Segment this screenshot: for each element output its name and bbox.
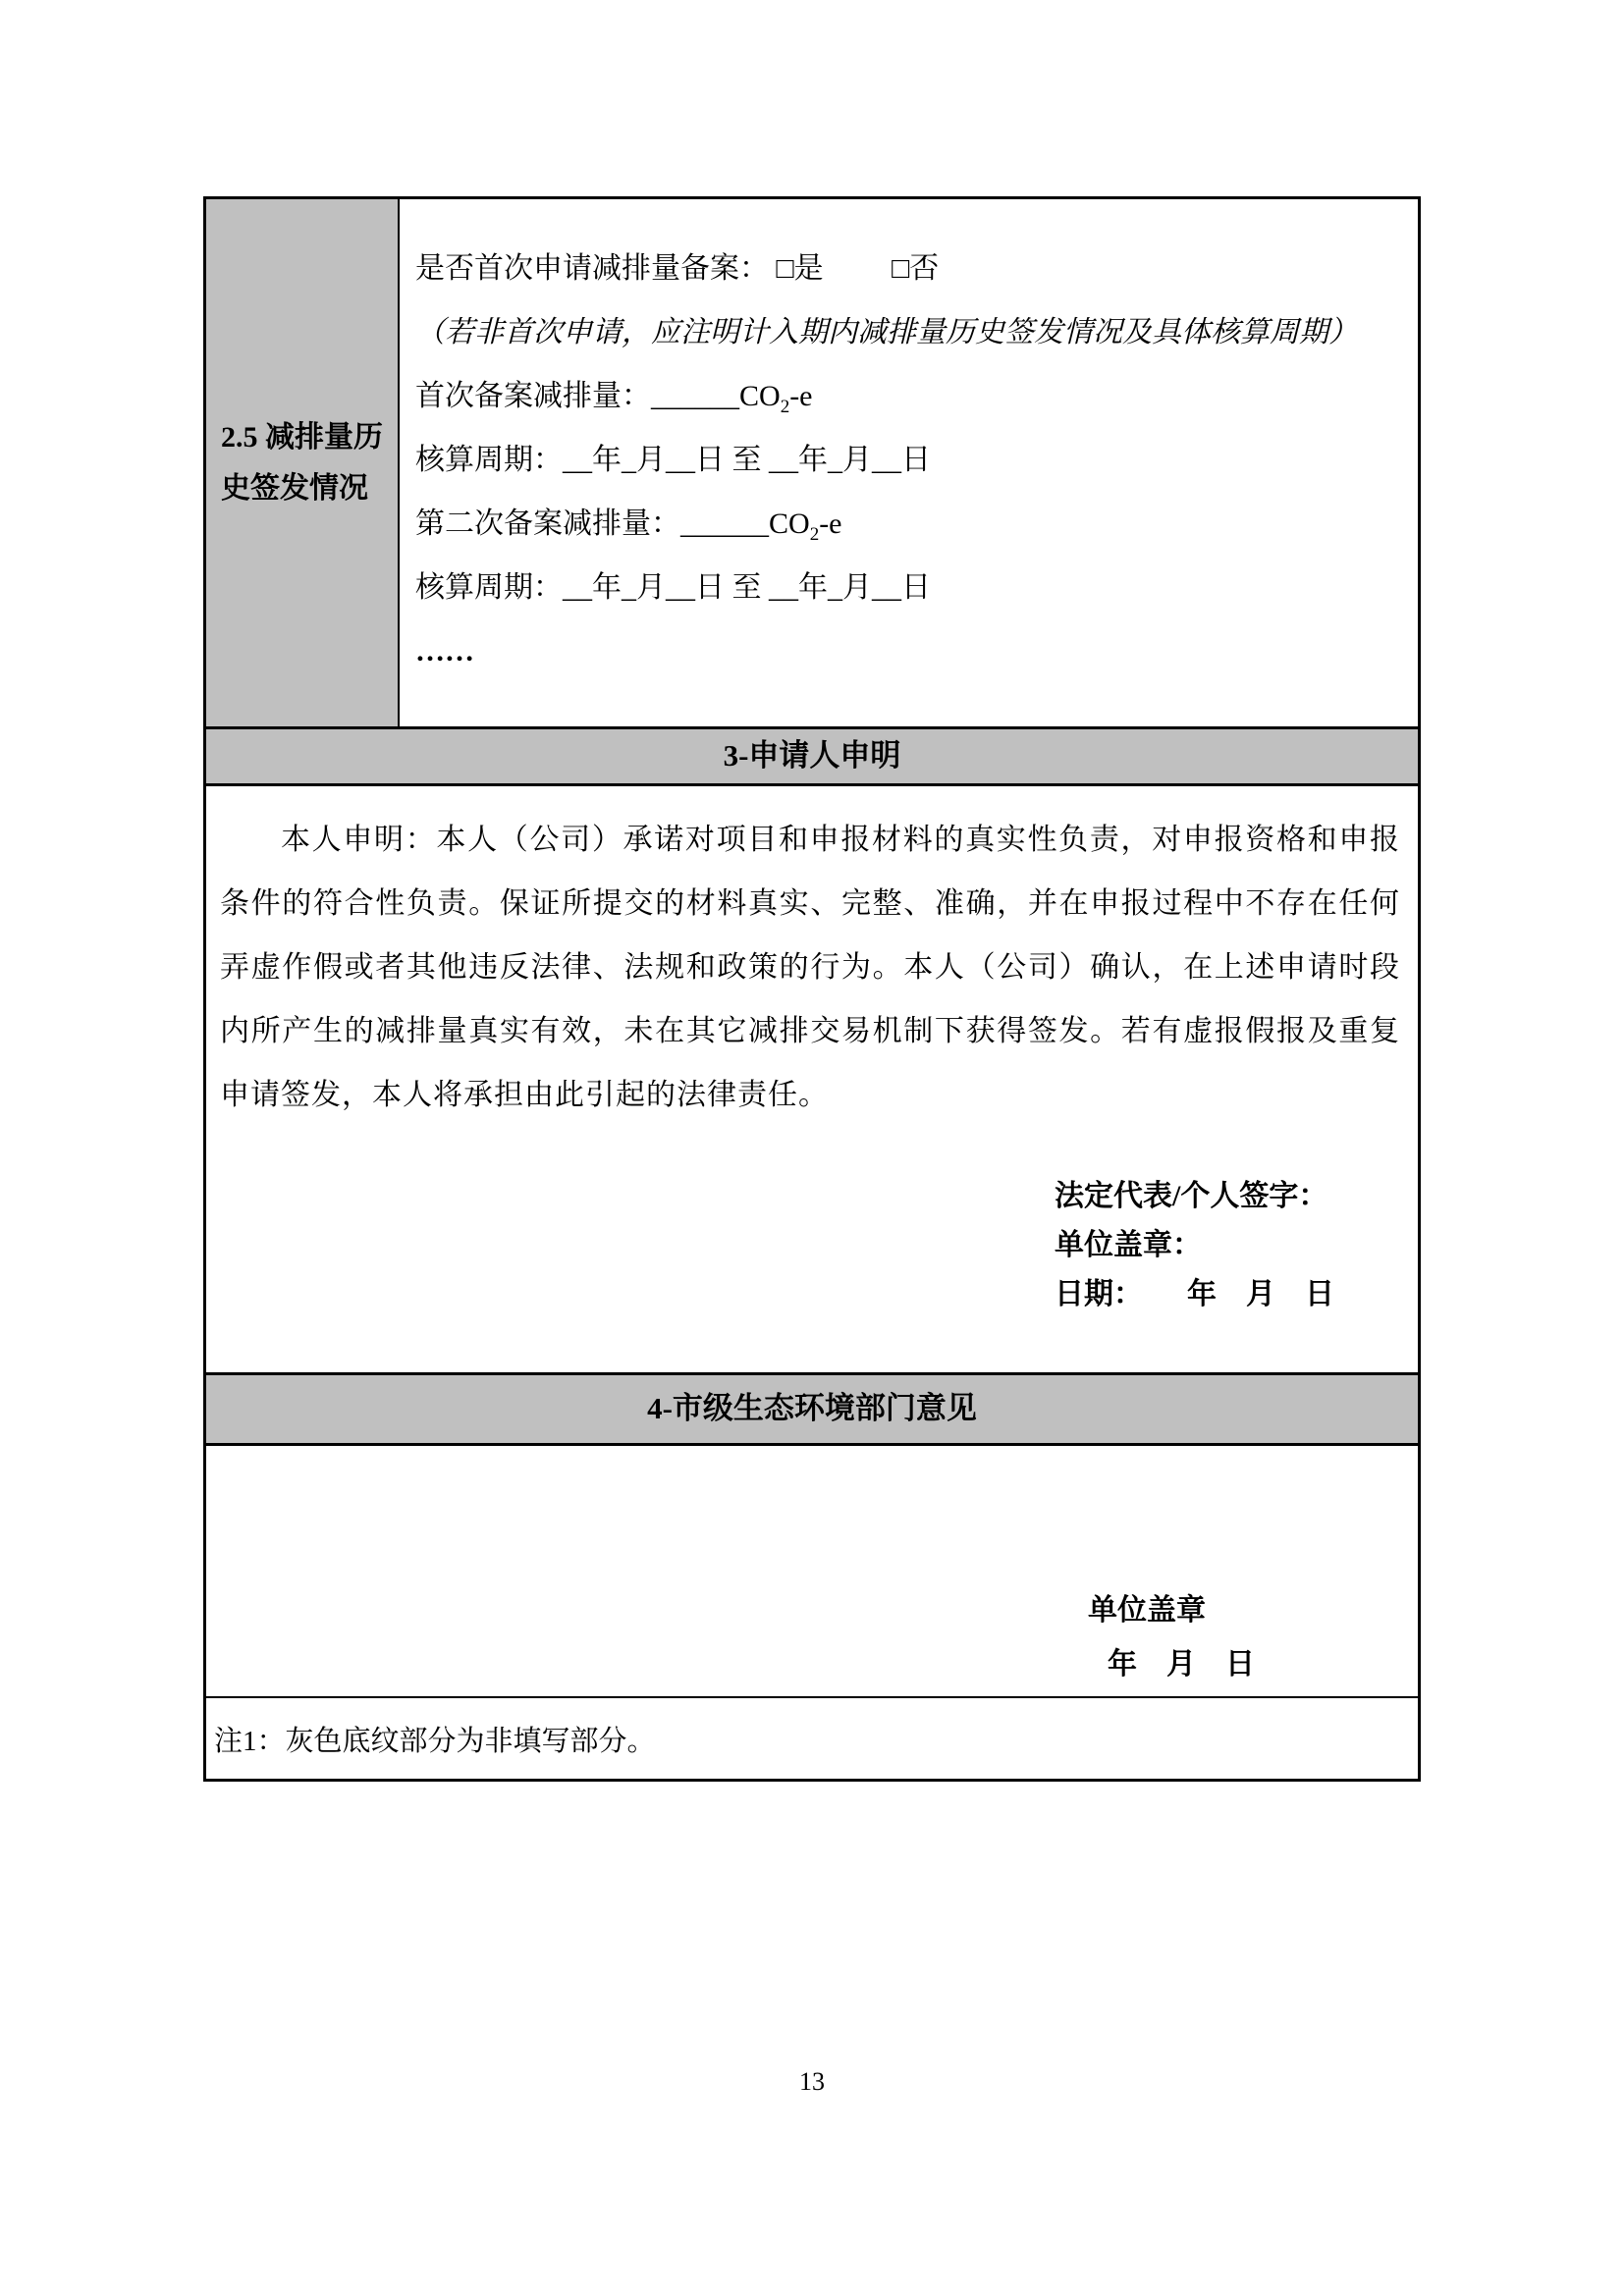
checkbox-no-label: 否	[909, 252, 940, 285]
co2e-subscript: 2	[780, 397, 790, 417]
section-2-5-content	[400, 199, 1418, 726]
section-2-5-label: 2.5 减排量历史签发情况	[206, 199, 400, 726]
signature-block	[1055, 1172, 1400, 1319]
note-row: 注1：灰色底纹部分为非填写部分。	[214, 1725, 656, 1757]
second-record-amount-blank[interactable]: ______	[680, 507, 769, 540]
section-4-body	[206, 1446, 1418, 1698]
first-time-question-line	[415, 237, 1398, 300]
date-line[interactable]: 日期： 年 月 日	[1055, 1278, 1334, 1310]
checkbox-yes-label: 是	[793, 252, 824, 285]
first-record-amount-blank[interactable]: ______	[651, 380, 739, 412]
checkbox-yes-icon[interactable]: □	[776, 252, 794, 285]
checkbox-option-yes[interactable]	[777, 252, 824, 285]
non-first-time-note: （若非首次申请，应注明计入期内减排量历史签发情况及具体核算周期）	[415, 316, 1358, 348]
application-form-table	[203, 196, 1421, 1782]
checkbox-no-icon[interactable]: □	[892, 252, 910, 285]
section-3-body	[206, 786, 1418, 1372]
co2e-unit: CO	[769, 507, 810, 540]
accounting-period-line-2: 核算周期：__年_月__日 至 __年_月__日	[415, 571, 931, 604]
co2e-unit-tail: -e	[819, 507, 842, 540]
second-record-line	[415, 492, 1398, 556]
authority-date-line: 年 月 日	[1108, 1648, 1255, 1681]
first-record-label: 首次备案减排量：	[415, 380, 651, 412]
section-2-5-row	[206, 199, 1418, 729]
section-4-header: 4-市级生态环境部门意见	[206, 1372, 1418, 1446]
declaration-paragraph: 本人申明：本人（公司）承诺对项目和申报材料的真实性负责，对申报资格和申报条件的符合性负责。保证所提交的材料真实、完整、准确，并在申报过程中不存在任何弄虚作假或者其他违反法律、法规和政策的行为。本人（公司）确认，在上述申请时段内所产生的减排量真实有效，未在其它减排交易机制下获得签发。若有虚报假报及重复申请签发，本人将承担由此引起的法律责任。	[220, 824, 1400, 1111]
first-record-line	[415, 364, 1398, 428]
section-3-header: 3-申请人申明	[206, 729, 1418, 786]
authority-seal-line: 单位盖章	[1088, 1594, 1206, 1627]
first-time-question-label: 是否首次申请减排量备案：	[415, 252, 769, 285]
checkbox-option-no[interactable]	[892, 252, 939, 285]
second-record-label: 第二次备案减排量：	[415, 507, 680, 540]
ellipsis-line: ……	[415, 635, 474, 667]
co2e-subscript: 2	[809, 524, 820, 545]
accounting-period-line-1: 核算周期：__年_月__日 至 __年_月__日	[415, 444, 931, 476]
page-number: 13	[799, 2067, 825, 2096]
legal-representative-signature-line[interactable]: 法定代表/个人签字：	[1055, 1180, 1328, 1212]
co2e-unit: CO	[739, 380, 781, 412]
company-seal-line[interactable]: 单位盖章：	[1055, 1229, 1202, 1261]
co2e-unit-tail: -e	[789, 380, 813, 412]
